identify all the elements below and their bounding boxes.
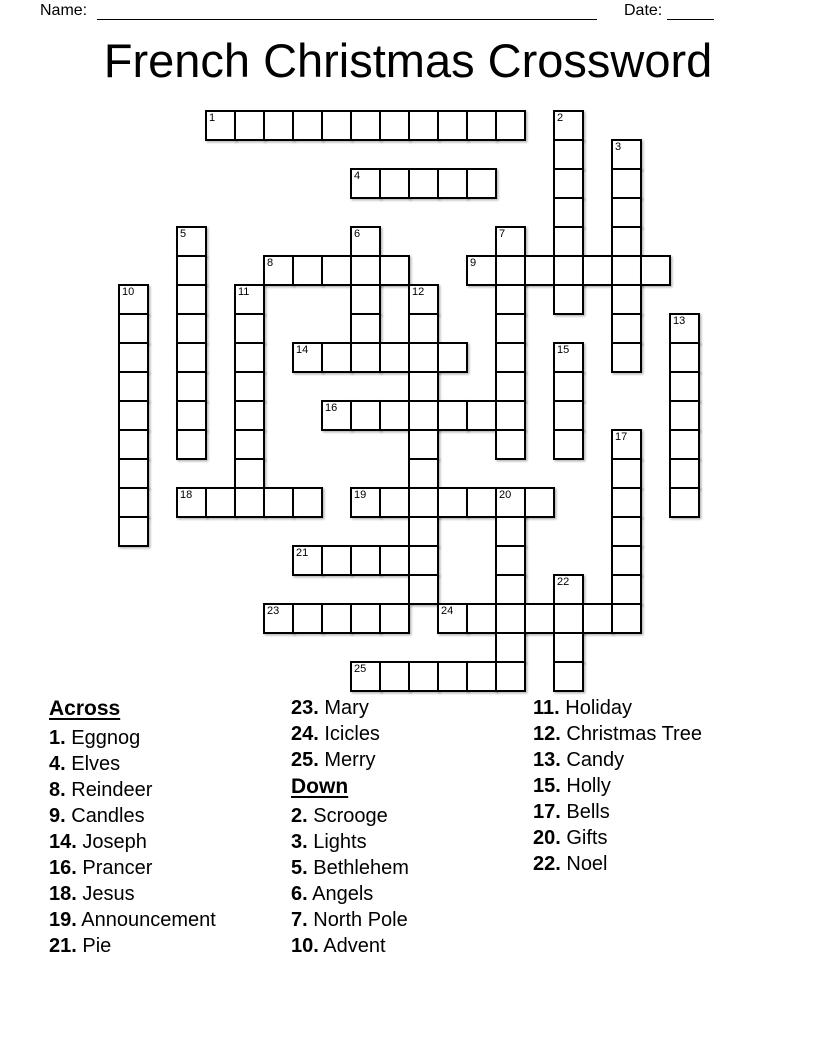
clue-number: 21. bbox=[49, 935, 77, 957]
grid-cell[interactable] bbox=[292, 545, 323, 576]
grid-cell[interactable] bbox=[176, 487, 207, 518]
grid-cell[interactable] bbox=[408, 487, 439, 518]
grid-cell[interactable] bbox=[669, 313, 700, 344]
grid-cell[interactable] bbox=[350, 110, 381, 141]
grid-cell[interactable] bbox=[669, 429, 700, 460]
clue-number: 10. bbox=[291, 935, 319, 957]
grid-cell[interactable] bbox=[495, 400, 526, 431]
clue-item bbox=[533, 747, 775, 773]
grid-cell[interactable] bbox=[611, 574, 642, 605]
grid-cell[interactable] bbox=[379, 110, 410, 141]
clue-item bbox=[533, 773, 775, 799]
clue-number: 23. bbox=[291, 697, 319, 719]
grid-cell[interactable] bbox=[553, 110, 584, 141]
clue-number: 8. bbox=[49, 779, 66, 801]
cell-number: 3 bbox=[615, 141, 622, 153]
grid-cell[interactable] bbox=[495, 603, 526, 634]
clues-header-text: Across bbox=[49, 697, 121, 720]
grid-cell[interactable] bbox=[669, 400, 700, 431]
grid-cell[interactable] bbox=[118, 284, 149, 315]
clue-column-2 bbox=[291, 695, 533, 959]
cell-number: 18 bbox=[180, 489, 193, 501]
cell-number: 9 bbox=[470, 257, 477, 269]
grid-cell[interactable] bbox=[379, 400, 410, 431]
grid-cell[interactable] bbox=[292, 110, 323, 141]
grid-cell[interactable] bbox=[321, 545, 352, 576]
date-fill-line[interactable] bbox=[667, 1, 714, 20]
grid-cell[interactable] bbox=[408, 516, 439, 547]
grid-cell[interactable] bbox=[553, 342, 584, 373]
clue-item bbox=[49, 855, 291, 881]
grid-cell[interactable] bbox=[408, 313, 439, 344]
clue-text: Holiday bbox=[559, 697, 632, 719]
grid-cell[interactable] bbox=[350, 284, 381, 315]
grid-cell[interactable] bbox=[118, 371, 149, 402]
grid-cell[interactable] bbox=[611, 255, 642, 286]
clue-text: Jesus bbox=[76, 883, 135, 905]
clue-text: Mary bbox=[318, 697, 369, 719]
grid-cell[interactable] bbox=[234, 342, 265, 373]
grid-cell[interactable] bbox=[205, 110, 236, 141]
grid-cell[interactable] bbox=[466, 110, 497, 141]
cell-number: 7 bbox=[499, 228, 506, 240]
clue-item bbox=[533, 825, 775, 851]
grid-cell[interactable] bbox=[553, 603, 584, 634]
grid-cell[interactable] bbox=[408, 661, 439, 692]
grid-cell[interactable] bbox=[611, 313, 642, 344]
grid-cell[interactable] bbox=[611, 342, 642, 373]
cell-number: 23 bbox=[267, 605, 280, 617]
grid-cell[interactable] bbox=[466, 603, 497, 634]
grid-cell[interactable] bbox=[437, 487, 468, 518]
grid-cell[interactable] bbox=[234, 371, 265, 402]
grid-cell[interactable] bbox=[408, 342, 439, 373]
clues-header-text: Down bbox=[291, 775, 349, 798]
grid-cell[interactable] bbox=[234, 313, 265, 344]
grid-cell[interactable] bbox=[437, 342, 468, 373]
clue-number: 7. bbox=[291, 909, 308, 931]
grid-cell[interactable] bbox=[611, 603, 642, 634]
clue-item bbox=[49, 803, 291, 829]
clue-number: 22. bbox=[533, 853, 561, 875]
grid-cell[interactable] bbox=[611, 545, 642, 576]
grid-cell[interactable] bbox=[118, 487, 149, 518]
grid-cell[interactable] bbox=[524, 487, 555, 518]
grid-cell[interactable] bbox=[495, 342, 526, 373]
grid-cell[interactable] bbox=[234, 487, 265, 518]
cell-number: 4 bbox=[354, 170, 361, 182]
grid-cell[interactable] bbox=[176, 284, 207, 315]
clue-item bbox=[49, 907, 291, 933]
grid-cell[interactable] bbox=[350, 400, 381, 431]
clue-number: 11. bbox=[533, 697, 560, 719]
clue-number: 2. bbox=[291, 805, 308, 827]
grid-cell[interactable] bbox=[553, 226, 584, 257]
clue-number: 16. bbox=[49, 857, 77, 879]
grid-cell[interactable] bbox=[321, 110, 352, 141]
grid-cell[interactable] bbox=[553, 661, 584, 692]
grid-cell[interactable] bbox=[611, 168, 642, 199]
grid-cell[interactable] bbox=[495, 661, 526, 692]
clue-text: Pie bbox=[76, 935, 112, 957]
clue-text: North Pole bbox=[307, 909, 408, 931]
grid-cell[interactable] bbox=[379, 661, 410, 692]
grid-cell[interactable] bbox=[582, 603, 613, 634]
grid-cell[interactable] bbox=[466, 168, 497, 199]
clue-item bbox=[291, 881, 533, 907]
grid-cell[interactable] bbox=[437, 168, 468, 199]
cell-number: 8 bbox=[267, 257, 274, 269]
clue-number: 3. bbox=[291, 831, 308, 853]
grid-cell[interactable] bbox=[495, 632, 526, 663]
grid-cell[interactable] bbox=[118, 429, 149, 460]
grid-cell[interactable] bbox=[292, 603, 323, 634]
grid-cell[interactable] bbox=[495, 429, 526, 460]
grid-cell[interactable] bbox=[495, 545, 526, 576]
grid-cell[interactable] bbox=[350, 545, 381, 576]
clue-text: Eggnog bbox=[65, 727, 141, 749]
grid-cell[interactable] bbox=[611, 458, 642, 489]
grid-cell[interactable] bbox=[263, 255, 294, 286]
clue-text: Prancer bbox=[76, 857, 153, 879]
clues-header-down bbox=[291, 773, 533, 803]
grid-cell[interactable] bbox=[118, 342, 149, 373]
grid-cell[interactable] bbox=[437, 110, 468, 141]
grid-cell[interactable] bbox=[350, 255, 381, 286]
grid-cell[interactable] bbox=[437, 603, 468, 634]
clue-text: Noel bbox=[560, 853, 608, 875]
grid-cell[interactable] bbox=[495, 516, 526, 547]
grid-cell[interactable] bbox=[176, 313, 207, 344]
grid-cell[interactable] bbox=[350, 342, 381, 373]
clue-text: Candy bbox=[560, 749, 625, 771]
grid-cell[interactable] bbox=[524, 603, 555, 634]
grid-cell[interactable] bbox=[611, 284, 642, 315]
cell-number: 2 bbox=[557, 112, 564, 124]
clue-item bbox=[533, 695, 775, 721]
grid-cell[interactable] bbox=[118, 458, 149, 489]
name-label: Name: bbox=[40, 2, 88, 19]
clue-number: 1. bbox=[49, 727, 66, 749]
cell-number: 17 bbox=[615, 431, 628, 443]
clue-text: Announcement bbox=[76, 909, 216, 931]
grid-cell[interactable] bbox=[176, 429, 207, 460]
grid-cell[interactable] bbox=[292, 342, 323, 373]
grid-cell[interactable] bbox=[350, 487, 381, 518]
grid-cell[interactable] bbox=[321, 255, 352, 286]
grid-cell[interactable] bbox=[263, 487, 294, 518]
clue-item bbox=[533, 851, 775, 877]
cell-number: 14 bbox=[296, 344, 309, 356]
grid-cell[interactable] bbox=[176, 342, 207, 373]
grid-cell[interactable] bbox=[379, 487, 410, 518]
cell-number: 24 bbox=[441, 605, 454, 617]
grid-cell[interactable] bbox=[379, 545, 410, 576]
grid-cell[interactable] bbox=[495, 313, 526, 344]
grid-cell[interactable] bbox=[495, 574, 526, 605]
grid-cell[interactable] bbox=[466, 487, 497, 518]
grid-cell[interactable] bbox=[408, 574, 439, 605]
grid-cell[interactable] bbox=[379, 342, 410, 373]
grid-cell[interactable] bbox=[466, 400, 497, 431]
cell-number: 21 bbox=[296, 547, 309, 559]
clue-number: 18. bbox=[49, 883, 77, 905]
grid-cell[interactable] bbox=[553, 284, 584, 315]
grid-cell[interactable] bbox=[495, 226, 526, 257]
name-fill-line[interactable] bbox=[97, 1, 597, 20]
grid-cell[interactable] bbox=[669, 342, 700, 373]
grid-cell[interactable] bbox=[553, 255, 584, 286]
grid-cell[interactable] bbox=[640, 255, 671, 286]
cell-number: 22 bbox=[557, 576, 570, 588]
clue-column-1 bbox=[49, 695, 291, 959]
cell-number: 15 bbox=[557, 344, 570, 356]
clue-column-3 bbox=[533, 695, 775, 877]
clue-item bbox=[291, 695, 533, 721]
clue-text: Scrooge bbox=[307, 805, 388, 827]
clue-number: 13. bbox=[533, 749, 561, 771]
clue-item bbox=[533, 721, 775, 747]
grid-cell[interactable] bbox=[379, 168, 410, 199]
grid-cell[interactable] bbox=[553, 400, 584, 431]
clues-header-across bbox=[49, 695, 291, 725]
grid-cell[interactable] bbox=[495, 371, 526, 402]
grid-cell[interactable] bbox=[350, 603, 381, 634]
grid-cell[interactable] bbox=[553, 429, 584, 460]
cell-number: 13 bbox=[673, 315, 686, 327]
clue-text: Advent bbox=[318, 935, 386, 957]
grid-cell[interactable] bbox=[524, 255, 555, 286]
grid-cell[interactable] bbox=[553, 168, 584, 199]
clue-text: Elves bbox=[65, 753, 121, 775]
clue-number: 4. bbox=[49, 753, 66, 775]
grid-cell[interactable] bbox=[205, 487, 236, 518]
grid-cell[interactable] bbox=[118, 313, 149, 344]
grid-cell[interactable] bbox=[611, 197, 642, 228]
clue-item bbox=[533, 799, 775, 825]
grid-cell[interactable] bbox=[176, 400, 207, 431]
clue-item bbox=[291, 829, 533, 855]
grid-cell[interactable] bbox=[495, 487, 526, 518]
grid-cell[interactable] bbox=[263, 110, 294, 141]
grid-cell[interactable] bbox=[350, 168, 381, 199]
grid-cell[interactable] bbox=[234, 429, 265, 460]
grid-cell[interactable] bbox=[234, 458, 265, 489]
clue-item bbox=[49, 725, 291, 751]
grid-cell[interactable] bbox=[408, 429, 439, 460]
clue-item bbox=[291, 933, 533, 959]
clue-text: Candles bbox=[65, 805, 145, 827]
cell-number: 19 bbox=[354, 489, 367, 501]
grid-cell[interactable] bbox=[176, 255, 207, 286]
grid-cell[interactable] bbox=[669, 458, 700, 489]
grid-cell[interactable] bbox=[292, 255, 323, 286]
clue-text: Icicles bbox=[318, 723, 380, 745]
cell-number: 5 bbox=[180, 228, 187, 240]
grid-cell[interactable] bbox=[350, 661, 381, 692]
clue-item bbox=[49, 777, 291, 803]
grid-cell[interactable] bbox=[553, 371, 584, 402]
grid-cell[interactable] bbox=[582, 255, 613, 286]
grid-cell[interactable] bbox=[408, 371, 439, 402]
grid-cell[interactable] bbox=[553, 574, 584, 605]
grid-cell[interactable] bbox=[611, 487, 642, 518]
grid-cell[interactable] bbox=[176, 371, 207, 402]
grid-cell[interactable] bbox=[553, 197, 584, 228]
grid-cell[interactable] bbox=[611, 429, 642, 460]
grid-cell[interactable] bbox=[611, 516, 642, 547]
grid-cell[interactable] bbox=[408, 284, 439, 315]
clue-text: Merry bbox=[318, 749, 376, 771]
clue-item bbox=[49, 829, 291, 855]
clue-item bbox=[49, 751, 291, 777]
date-label: Date: bbox=[624, 2, 663, 19]
clue-item bbox=[291, 747, 533, 773]
grid-cell[interactable] bbox=[408, 400, 439, 431]
clue-text: Lights bbox=[307, 831, 367, 853]
grid-cell[interactable] bbox=[234, 110, 265, 141]
grid-cell[interactable] bbox=[553, 139, 584, 170]
clue-item bbox=[49, 881, 291, 907]
clue-number: 12. bbox=[533, 723, 561, 745]
page-title: French Christmas Crossword bbox=[103, 34, 713, 87]
clue-number: 9. bbox=[49, 805, 66, 827]
grid-cell[interactable] bbox=[118, 400, 149, 431]
grid-cell[interactable] bbox=[263, 603, 294, 634]
grid-cell[interactable] bbox=[350, 226, 381, 257]
clue-number: 17. bbox=[533, 801, 561, 823]
clue-text: Bethlehem bbox=[307, 857, 409, 879]
grid-cell[interactable] bbox=[350, 313, 381, 344]
grid-cell[interactable] bbox=[611, 226, 642, 257]
grid-cell[interactable] bbox=[321, 603, 352, 634]
crossword-grid bbox=[118, 110, 700, 692]
grid-cell[interactable] bbox=[437, 661, 468, 692]
grid-cell[interactable] bbox=[466, 255, 497, 286]
clue-item bbox=[291, 721, 533, 747]
grid-cell[interactable] bbox=[495, 110, 526, 141]
cell-number: 6 bbox=[354, 228, 361, 240]
grid-cell[interactable] bbox=[234, 400, 265, 431]
grid-cell[interactable] bbox=[379, 603, 410, 634]
grid-cell[interactable] bbox=[408, 168, 439, 199]
clue-text: Gifts bbox=[560, 827, 608, 849]
cell-number: 1 bbox=[209, 112, 216, 124]
grid-cell[interactable] bbox=[495, 284, 526, 315]
grid-cell[interactable] bbox=[408, 458, 439, 489]
cell-number: 11 bbox=[238, 286, 250, 298]
clue-number: 19. bbox=[49, 909, 77, 931]
clue-text: Christmas Tree bbox=[560, 723, 702, 745]
grid-cell[interactable] bbox=[669, 371, 700, 402]
grid-cell[interactable] bbox=[379, 255, 410, 286]
grid-cell[interactable] bbox=[321, 400, 352, 431]
cell-number: 10 bbox=[122, 286, 135, 298]
clue-number: 25. bbox=[291, 749, 319, 771]
clue-text: Joseph bbox=[76, 831, 147, 853]
clue-number: 15. bbox=[533, 775, 561, 797]
clue-text: Bells bbox=[560, 801, 610, 823]
clue-number: 24. bbox=[291, 723, 319, 745]
grid-cell[interactable] bbox=[437, 400, 468, 431]
clue-item bbox=[49, 933, 291, 959]
cell-number: 12 bbox=[412, 286, 425, 298]
grid-cell[interactable] bbox=[118, 516, 149, 547]
clue-item bbox=[291, 855, 533, 881]
clue-item bbox=[291, 803, 533, 829]
grid-cell[interactable] bbox=[466, 661, 497, 692]
clue-text: Angels bbox=[307, 883, 374, 905]
cell-number: 25 bbox=[354, 663, 367, 675]
grid-cell[interactable] bbox=[234, 284, 265, 315]
grid-cell[interactable] bbox=[321, 342, 352, 373]
clue-number: 6. bbox=[291, 883, 308, 905]
cell-number: 16 bbox=[325, 402, 338, 414]
clue-number: 14. bbox=[49, 831, 77, 853]
grid-cell[interactable] bbox=[669, 487, 700, 518]
grid-cell[interactable] bbox=[495, 255, 526, 286]
clue-number: 20. bbox=[533, 827, 561, 849]
grid-cell[interactable] bbox=[553, 632, 584, 663]
cell-number: 20 bbox=[499, 489, 512, 501]
grid-cell[interactable] bbox=[408, 110, 439, 141]
clue-text: Holly bbox=[560, 775, 611, 797]
grid-cell[interactable] bbox=[611, 139, 642, 170]
clue-text: Reindeer bbox=[65, 779, 153, 801]
clue-item bbox=[291, 907, 533, 933]
grid-cell[interactable] bbox=[408, 545, 439, 576]
grid-cell[interactable] bbox=[292, 487, 323, 518]
clue-number: 5. bbox=[291, 857, 308, 879]
grid-cell[interactable] bbox=[176, 226, 207, 257]
